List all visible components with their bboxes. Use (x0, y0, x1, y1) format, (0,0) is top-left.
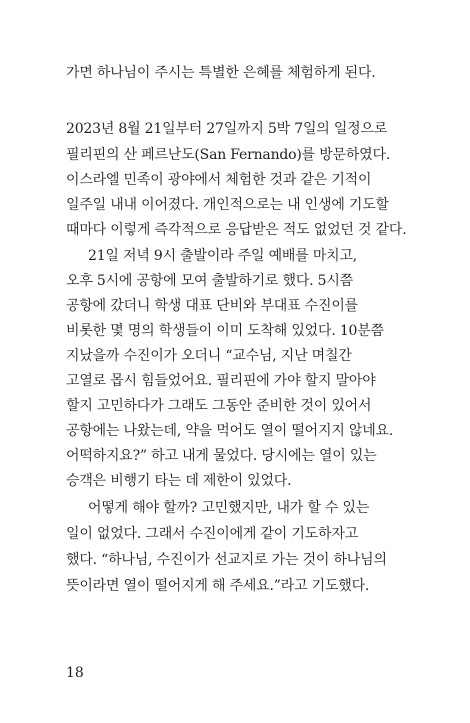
text-line-12: 고열로 몹시 힘들었어요. 필리핀에 가야 할지 말아야 (66, 373, 376, 389)
text-line-10: 비롯한 몇 명의 학생들이 이미 도착해 있었다. 10분쯤 (66, 323, 384, 339)
text-line-3: 필리핀의 산 페르난도(San Fernando)를 방문하였다. (66, 147, 391, 163)
text-line-9: 공항에 갔더니 학생 대표 단비와 부대표 수진이를 (66, 298, 358, 314)
text-line-13: 할지 고민하다가 그래도 그동안 준비한 것이 있어서 (66, 398, 372, 414)
text-line-15: 어떡하지요?” 하고 내게 물었다. 당시에는 열이 있는 (66, 448, 377, 464)
text-line-14: 공항에는 나왔는데, 약을 먹어도 열이 떨어지지 않네요. (66, 423, 394, 439)
text-line-17: 어떻게 해야 할까? 고민했지만, 내가 할 수 있는 (88, 500, 370, 516)
text-line-7: 21일 저녁 9시 출발이라 주일 예배를 마치고, (88, 248, 358, 264)
text-line-20: 뜻이라면 열이 떨어지게 해 주세요.”라고 기도했다. (66, 578, 370, 594)
text-line-16: 승객은 비행기 타는 데 제한이 있었다. (66, 473, 292, 489)
text-line-8: 오후 5시에 공항에 모여 출발하기로 했다. 5시쯤 (66, 273, 353, 289)
text-line-18: 일이 없었다. 그래서 수진이에게 같이 기도하자고 (66, 526, 358, 542)
text-line-1: 가면 하나님이 주시는 특별한 은혜를 체험하게 된다. (66, 65, 376, 81)
text-line-4: 이스라엘 민족이 광야에서 체험한 것과 같은 기적이 (66, 172, 372, 188)
text-line-6: 때마다 이렇게 즉각적으로 응답받은 적도 없었던 것 같다. (66, 222, 407, 238)
page-number: 18 (66, 665, 84, 681)
text-line-5: 일주일 내내 이어졌다. 개인적으로는 내 인생에 기도할 (66, 197, 389, 213)
text-line-2: 2023년 8월 21일부터 27일까지 5박 7일의 일정으로 (66, 121, 388, 137)
text-line-11: 지났을까 수진이가 오더니 “교수님, 지난 며칠간 (66, 348, 352, 364)
text-line-19: 했다. “하나님, 수진이가 선교지로 가는 것이 하나님의 (66, 552, 387, 568)
